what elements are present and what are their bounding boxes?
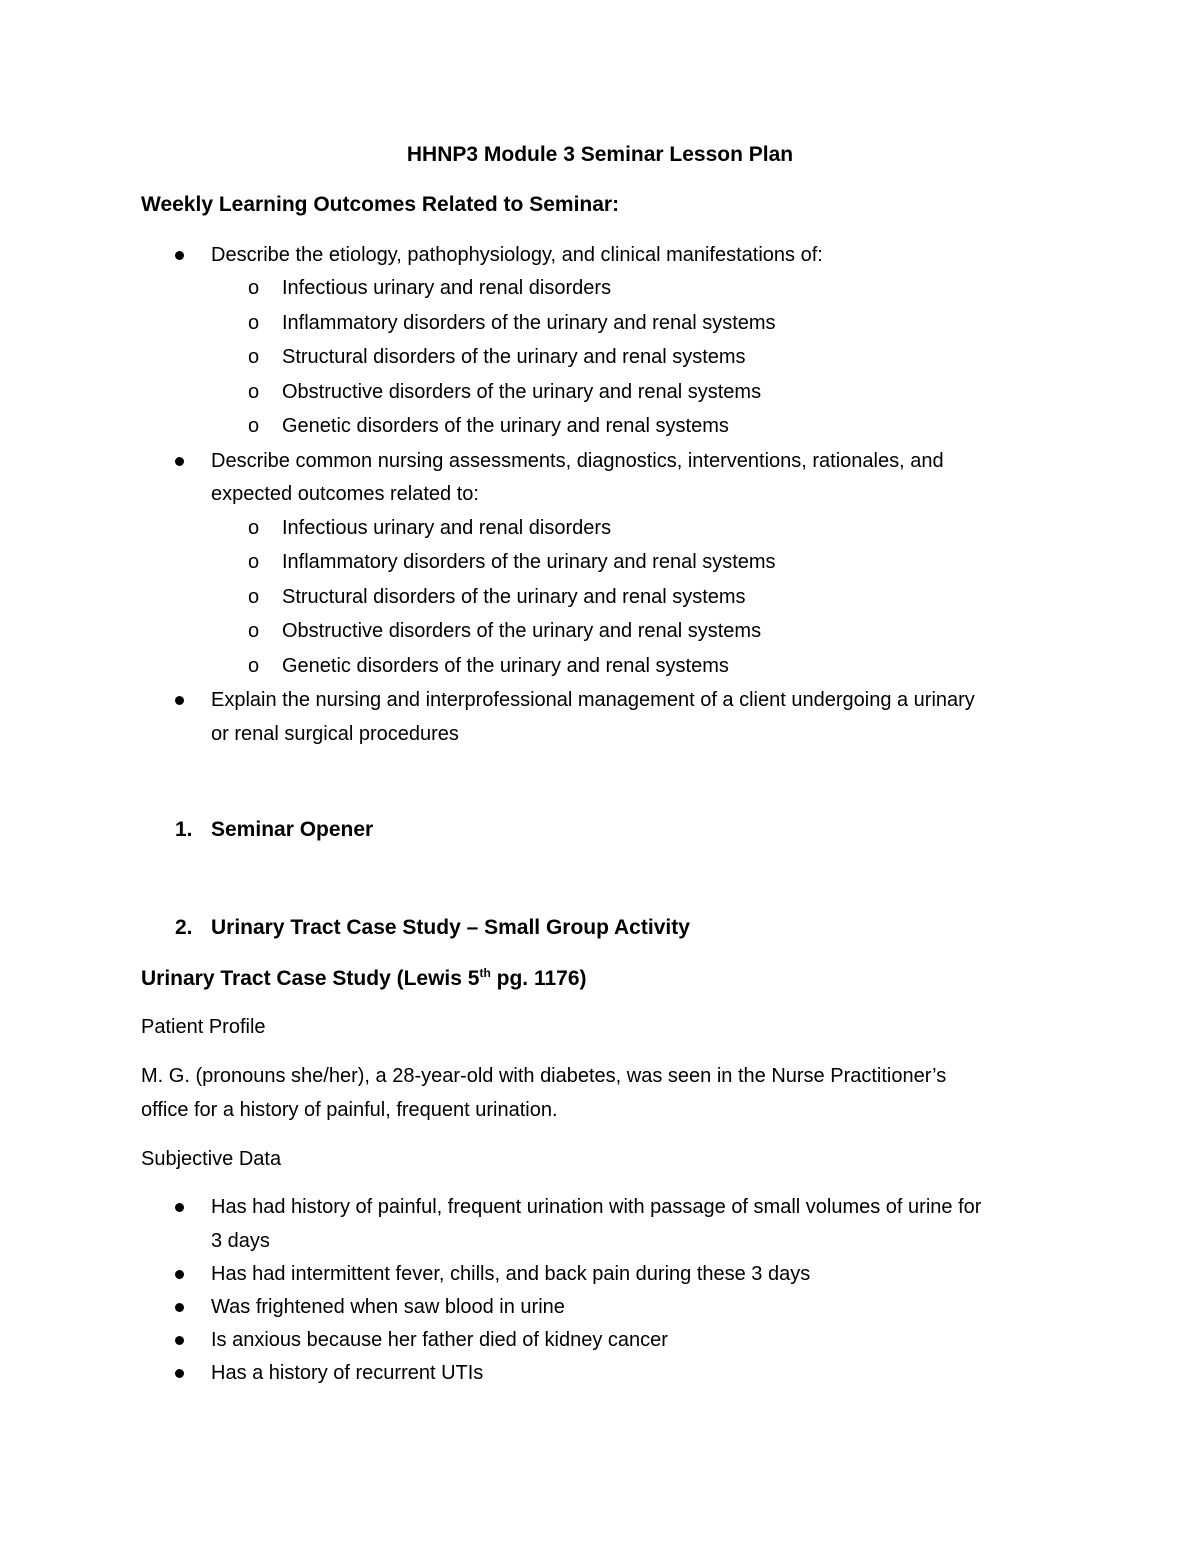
- section-1-title: Seminar Opener: [211, 818, 374, 841]
- subjective-item-text: Has had history of painful, frequent urination with passage of small volumes of urine for: [211, 1196, 982, 1218]
- section-2-number: 2.: [175, 916, 193, 939]
- case-study-heading-suffix: pg. 1176): [490, 967, 587, 990]
- subjective-item-text: Is anxious because her father died of kidney cancer: [211, 1329, 668, 1351]
- case-study-heading-prefix: Urinary Tract Case Study (Lewis 5: [141, 967, 480, 990]
- circle-bullet-icon: o: [248, 381, 260, 403]
- list-item: Infectious urinary and renal disorders: [282, 517, 612, 539]
- list-item: Structural disorders of the urinary and renal systems: [282, 346, 746, 368]
- circle-bullet-icon: o: [248, 655, 260, 677]
- subjective-item-text-line2: 3 days: [211, 1230, 270, 1252]
- bullet-icon: [175, 251, 184, 260]
- bullet-icon: [175, 1303, 184, 1312]
- bullet-icon: [175, 696, 184, 705]
- subjective-item-text: Has had intermittent fever, chills, and back pain during these 3 days: [211, 1263, 811, 1285]
- list-item: Obstructive disorders of the urinary and renal systems: [282, 620, 762, 642]
- outcome-3-text: Explain the nursing and interprofessional management of a client undergoing a urinary: [211, 689, 975, 711]
- outcomes-heading: Weekly Learning Outcomes Related to Seminar:: [141, 193, 620, 216]
- section-2-title: Urinary Tract Case Study – Small Group Activity: [211, 916, 690, 939]
- circle-bullet-icon: o: [248, 551, 260, 573]
- outcome-2-text: Describe common nursing assessments, diagnostics, interventions, rationales, and: [211, 450, 944, 472]
- subjective-item-text: Has a history of recurrent UTIs: [211, 1362, 484, 1384]
- list-item: Inflammatory disorders of the urinary and renal systems: [282, 312, 776, 334]
- subjective-item-text: Was frightened when saw blood in urine: [211, 1296, 565, 1318]
- bullet-icon: [175, 1369, 184, 1378]
- list-item: Genetic disorders of the urinary and renal systems: [282, 415, 729, 437]
- document-title: HHNP3 Module 3 Seminar Lesson Plan: [406, 143, 794, 166]
- outcome-3-text-line2: or renal surgical procedures: [211, 723, 459, 745]
- case-study-heading-sup: th: [479, 966, 491, 980]
- profile-line-2: office for a history of painful, frequent urination.: [141, 1099, 558, 1121]
- section-1-number: 1.: [175, 818, 193, 841]
- bullet-icon: [175, 1203, 184, 1212]
- circle-bullet-icon: o: [248, 277, 260, 299]
- outcome-1-text: Describe the etiology, pathophysiology, and clinical manifestations of:: [211, 244, 823, 266]
- bullet-icon: [175, 1270, 184, 1279]
- circle-bullet-icon: o: [248, 415, 260, 437]
- list-item: Obstructive disorders of the urinary and renal systems: [282, 381, 762, 403]
- subjective-data-label: Subjective Data: [141, 1148, 282, 1170]
- list-item: Inflammatory disorders of the urinary and renal systems: [282, 551, 776, 573]
- list-item: Structural disorders of the urinary and renal systems: [282, 586, 746, 608]
- circle-bullet-icon: o: [248, 346, 260, 368]
- list-item: Infectious urinary and renal disorders: [282, 277, 612, 299]
- circle-bullet-icon: o: [248, 517, 260, 539]
- patient-profile-label: Patient Profile: [141, 1016, 266, 1038]
- outcome-2-text-line2: expected outcomes related to:: [211, 483, 479, 505]
- bullet-icon: [175, 1336, 184, 1345]
- circle-bullet-icon: o: [248, 586, 260, 608]
- circle-bullet-icon: o: [248, 620, 260, 642]
- profile-line-1: M. G. (pronouns she/her), a 28-year-old with diabetes, was seen in the Nurse Practitioner’s: [141, 1065, 947, 1087]
- case-study-heading: [141, 967, 1200, 991]
- circle-bullet-icon: o: [248, 312, 260, 334]
- bullet-icon: [175, 457, 184, 466]
- list-item: Genetic disorders of the urinary and renal systems: [282, 655, 729, 677]
